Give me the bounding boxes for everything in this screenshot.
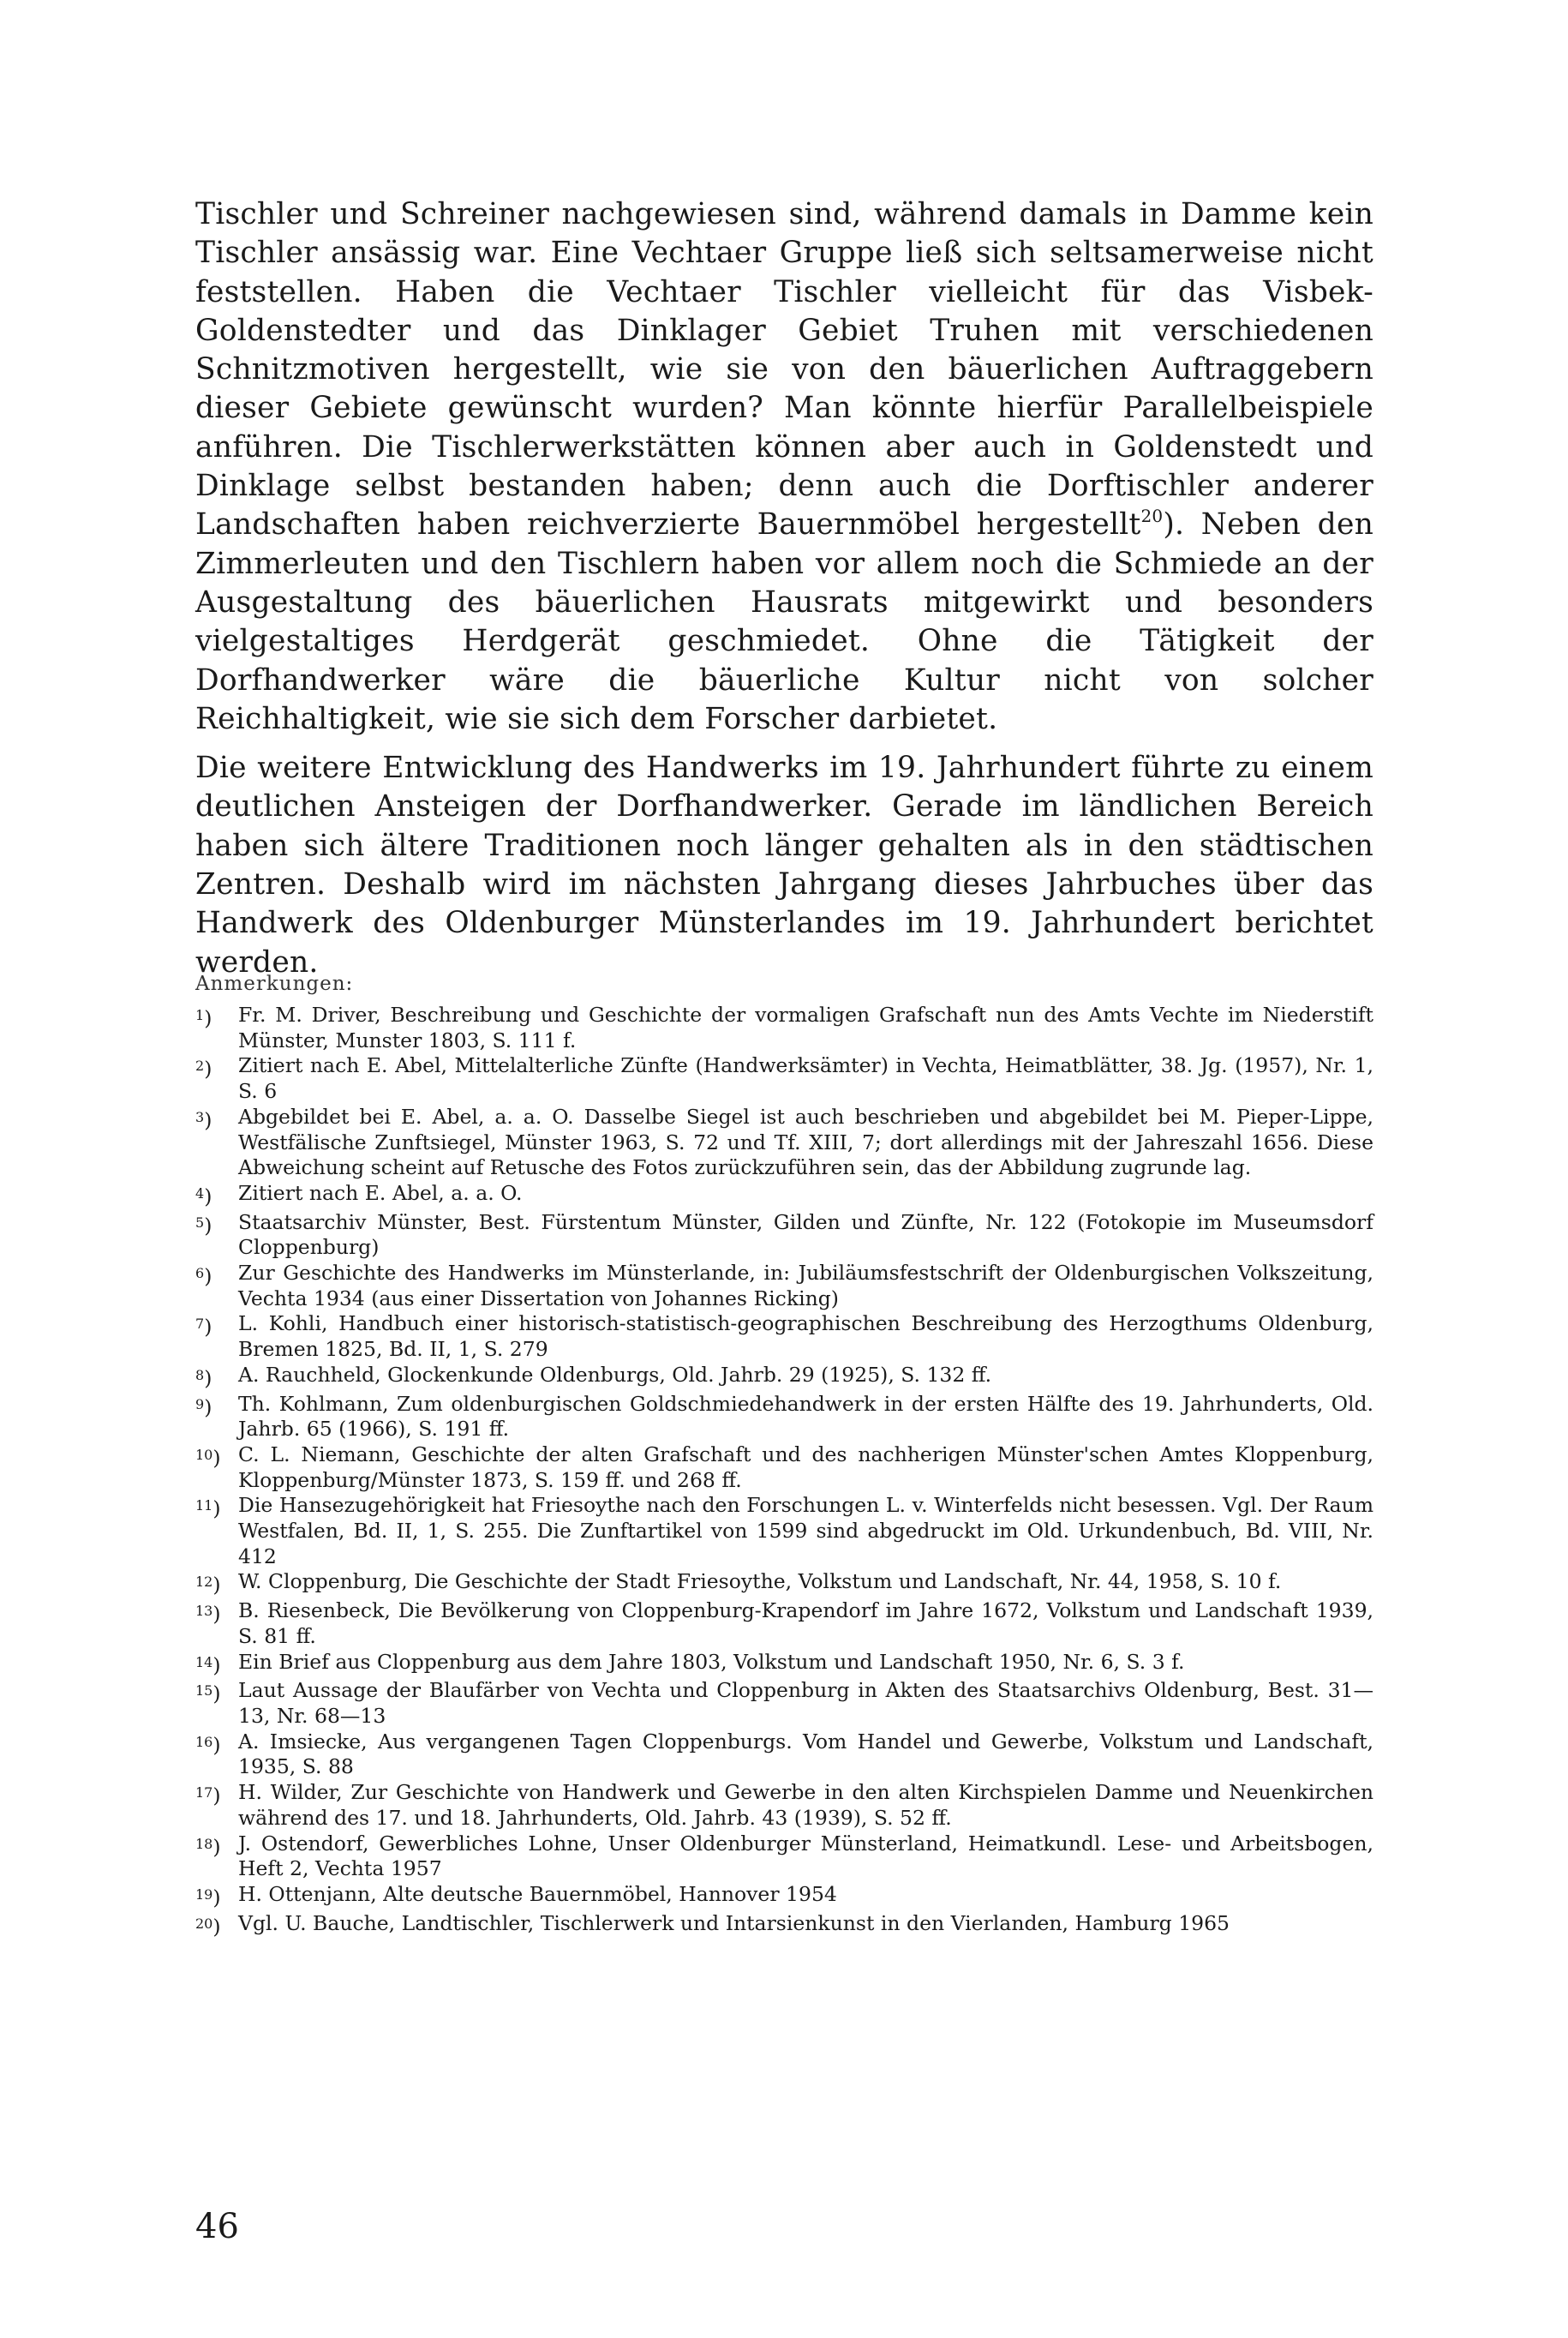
footnote-text: Zur Geschichte des Handwerks im Münsterlande, in: Jubiläumsfestschrift der Oldenburgischen Volkszeitung, Vechta 1934 (aus einer Dissertation von Johannes Ricking) bbox=[238, 1261, 1373, 1310]
footnote-number: $^{18}$) bbox=[195, 1834, 221, 1859]
footnote-item bbox=[195, 1392, 1373, 1442]
footnote-item bbox=[195, 1053, 1373, 1104]
footnote-item bbox=[195, 1650, 1373, 1679]
footnote-item bbox=[195, 1831, 1373, 1882]
footnote-number-label: 13 bbox=[195, 1603, 213, 1620]
footnote-number: $^{16}$) bbox=[195, 1732, 221, 1757]
footnote-text: Laut Aussage der Blaufärber von Vechta und Cloppenburg in Akten des Staatsarchivs Oldenburg, Best. 31—13, Nr. 68—13 bbox=[238, 1678, 1373, 1728]
footnote-number: $^{10}$) bbox=[195, 1445, 221, 1470]
footnote-item bbox=[195, 1311, 1373, 1362]
footnote-number-label: 5 bbox=[195, 1214, 205, 1231]
footnote-number: $^{13}$) bbox=[195, 1602, 221, 1627]
footnote-number-label: 20 bbox=[195, 1915, 213, 1932]
footnote-number-label: 2 bbox=[195, 1058, 205, 1075]
footnote-text: Die Hansezugehörigkeit hat Friesoythe nach den Forschungen L. v. Winterfelds nicht besessen. Vgl. Der Raum Westfalen, Bd. II, 1, S. 255. Die Zunftartikel von 1599 sind abgedruckt im Old. Urkundenbuch, Bd. VIII, Nr. 412 bbox=[238, 1493, 1373, 1568]
footnote-text: Zitiert nach E. Abel, Mittelalterliche Zünfte (Handwerksämter) in Vechta, Heimatblätter, 38. Jg. (1957), Nr. 1, S. 6 bbox=[238, 1053, 1373, 1104]
footnote-item bbox=[195, 1911, 1373, 1940]
footnote-number-label: 19 bbox=[195, 1885, 213, 1903]
footnote-number: $^7$) bbox=[195, 1315, 212, 1340]
footnote-number-label: 16 bbox=[195, 1733, 213, 1750]
footnote-text: W. Cloppenburg, Die Geschichte der Stadt Friesoythe, Volkstum und Landschaft, Nr. 44, 1958, S. 10 f. bbox=[238, 1569, 1282, 1594]
footnote-item bbox=[195, 1363, 1373, 1392]
footnote-number-label: 10 bbox=[195, 1446, 213, 1463]
footnote-number: $^{12}$) bbox=[195, 1573, 221, 1598]
footnote-text: A. Imsiecke, Aus vergangenen Tagen Cloppenburgs. Vom Handel und Gewerbe, Volkstum und Landschaft, 1935, S. 88 bbox=[238, 1729, 1373, 1779]
footnote-item bbox=[195, 1261, 1373, 1311]
footnote-text: H. Wilder, Zur Geschichte von Handwerk und Gewerbe in den alten Kirchspielen Damme und Neuenkirchen während des 17. und 18. Jahrhunderts, Old. Jahrb. 43 (1939), S. 52 ff. bbox=[238, 1780, 1373, 1830]
footnote-text: Staatsarchiv Münster, Best. Fürstentum Münster, Gilden und Zünfte, Nr. 122 (Fotokopie im Museumsdorf Cloppenburg) bbox=[238, 1209, 1373, 1260]
footnote-number: $^4$) bbox=[195, 1184, 212, 1208]
footnote-number: $^8$) bbox=[195, 1365, 212, 1390]
footnotes-list bbox=[195, 1003, 1373, 1939]
footnote-number-label: 17 bbox=[195, 1784, 213, 1801]
footnote-item bbox=[195, 1442, 1373, 1493]
footnote-item bbox=[195, 1598, 1373, 1649]
footnote-text: H. Ottenjann, Alte deutsche Bauernmöbel, Hannover 1954 bbox=[238, 1881, 837, 1906]
footnote-number-label: 18 bbox=[195, 1835, 213, 1852]
footnote-number: $^{15}$) bbox=[195, 1682, 221, 1706]
paragraph-2 bbox=[195, 749, 1373, 982]
footnote-item bbox=[195, 1003, 1373, 1053]
footnote-number: $^2$) bbox=[195, 1057, 212, 1082]
footnote-number: $^6$) bbox=[195, 1264, 212, 1289]
notes-heading: Anmerkungen: bbox=[195, 973, 354, 995]
footnote-number-label: 1 bbox=[195, 1007, 205, 1023]
footnote-number-label: 9 bbox=[195, 1395, 205, 1412]
footnote-number: $^{20}$) bbox=[195, 1914, 221, 1939]
footnote-text: J. Ostendorf, Gewerbliches Lohne, Unser Oldenburger Münsterland, Heimatkundl. Lese- und Arbeitsbogen, Heft 2, Vechta 1957 bbox=[238, 1831, 1373, 1881]
paragraph-2-text: Die weitere Entwicklung des Handwerks im 19. Jahrhundert führte zu einem deutlichen Ansteigen der Dorfhandwerker. Gerade im ländlichen Bereich haben sich ältere Traditionen noch länger gehalten als in den städtischen Zentren. Deshalb wird im nächsten Jahrgang dieses Jahrbuches über das Handwerk des Oldenburger Münsterlandes im 19. Jahrhundert berichtet werden. bbox=[195, 751, 1373, 980]
footnote-item bbox=[195, 1105, 1373, 1181]
footnote-text: L. Kohli, Handbuch einer historisch-statistisch-geographischen Beschreibung des Herzogthums Oldenburg, Bremen 1825, Bd. II, 1, S. 279 bbox=[238, 1311, 1373, 1362]
footnote-item bbox=[195, 1678, 1373, 1729]
footnote-text: Th. Kohlmann, Zum oldenburgischen Goldschmiedehandwerk in der ersten Hälfte des 19. Jahrhunderts, Old. Jahrb. 65 (1966), S. 191 ff. bbox=[238, 1391, 1373, 1442]
footnote-number: $^{11}$) bbox=[195, 1496, 221, 1521]
footnote-number: $^9$) bbox=[195, 1394, 212, 1419]
footnote-number: $^1$) bbox=[195, 1006, 212, 1030]
footnote-text: Vgl. U. Bauche, Landtischler, Tischlerwerk und Intarsienkunst in den Vierlanden, Hamburg 1965 bbox=[238, 1910, 1230, 1935]
footnote-number-label: 7 bbox=[195, 1316, 205, 1333]
footnote-text: A. Rauchheld, Glockenkunde Oldenburgs, Old. Jahrb. 29 (1925), S. 132 ff. bbox=[238, 1362, 992, 1387]
footnote-number-label: 8 bbox=[195, 1366, 205, 1383]
paragraph-1-text: Tischler und Schreiner nachgewiesen sind, während damals in Damme kein Tischler ansässig war. Eine Vechtaer Gruppe ließ sich seltsamerweise nicht feststellen. Haben die Vechtaer Tischler vielleicht für das Visbek-Goldenstedter und das Dinklager Gebiet Truhen mit verschiedenen Schnitzmotiven hergestellt, wie sie von den bäuerlichen Auftraggebern dieser Gebiete gewünscht wurden? Man könnte hierfür Parallelbeispiele anführen. Die Tischlerwerkstätten können aber auch in Goldenstedt und Dinklage selbst bestanden haben; denn auch die Dorftischler anderer Landschaften haben reichverzierte Bauernmöbel hergestellt bbox=[195, 197, 1373, 543]
footnote-item bbox=[195, 1780, 1373, 1831]
footnote-number: $^5$) bbox=[195, 1213, 212, 1238]
footnote-number-label: 15 bbox=[195, 1682, 213, 1700]
footnote-number: $^3$) bbox=[195, 1107, 212, 1132]
footnote-number-label: 12 bbox=[195, 1574, 213, 1591]
footnote-text: B. Riesenbeck, Die Bevölkerung von Cloppenburg-Krapendorf im Jahre 1672, Volkstum und Landschaft 1939, S. 81 ff. bbox=[238, 1598, 1373, 1648]
footnote-text: Ein Brief aus Cloppenburg aus dem Jahre 1803, Volkstum und Landschaft 1950, Nr. 6, S. 3 f. bbox=[238, 1649, 1185, 1674]
footnote-number: $^{17}$) bbox=[195, 1783, 221, 1808]
footnote-item bbox=[195, 1882, 1373, 1911]
footnote-text: C. L. Niemann, Geschichte der alten Grafschaft und des nachherigen Münster'schen Amtes Kloppenburg, Kloppenburg/Münster 1873, S. 159 ff. und 268 ff. bbox=[238, 1442, 1373, 1492]
footnote-item bbox=[195, 1181, 1373, 1210]
footnote-number: $^{19}$) bbox=[195, 1885, 221, 1909]
footnote-number-label: 6 bbox=[195, 1265, 205, 1282]
footnote-text: Zitiert nach E. Abel, a. a. O. bbox=[238, 1180, 523, 1205]
paragraph-1-text-cont: ). Neben den Zimmerleuten und den Tischlern haben vor allem noch die Schmiede an der Ausgestaltung des bäuerlichen Hausrats mitgewirkt und besonders vielgestaltiges Herdgerät geschmiedet. Ohne die Tätigkeit der Dorfhandwerker wäre die bäuerliche Kultur nicht von solcher Reichhaltigkeit, wie sie sich dem Forscher darbietet. bbox=[195, 507, 1374, 736]
page-number: 46 bbox=[195, 2207, 239, 2246]
footnote-number-label: 14 bbox=[195, 1653, 213, 1670]
body-text bbox=[195, 195, 1373, 992]
footnote-text: Abgebildet bei E. Abel, a. a. O. Dasselbe Siegel ist auch beschrieben und abgebildet bei M. Pieper-Lippe, Westfälische Zunftsiegel, Münster 1963, S. 72 und Tf. XIII, 7; dort allerdings mit der Jahreszahl 1656. Diese Abweichung scheint auf Retusche des Fotos zurückzuführen sein, das der Abbildung zugrunde lag. bbox=[238, 1104, 1373, 1180]
footnote-item bbox=[195, 1493, 1373, 1569]
footnote-item bbox=[195, 1730, 1373, 1780]
footnote-number: $^{14}$) bbox=[195, 1652, 221, 1677]
footnote-number-label: 11 bbox=[195, 1497, 213, 1514]
footnote-number-label: 4 bbox=[195, 1184, 205, 1202]
footnote-item bbox=[195, 1569, 1373, 1598]
footnote-ref-20[interactable]: 20 bbox=[1140, 506, 1164, 527]
footnote-item bbox=[195, 1210, 1373, 1261]
footnote-number-label: 3 bbox=[195, 1108, 205, 1125]
paragraph-1 bbox=[195, 195, 1373, 739]
footnote-text: Fr. M. Driver, Beschreibung und Geschichte der vormaligen Grafschaft nun des Amts Vechte im Niederstift Münster, Munster 1803, S. 111 f. bbox=[238, 1003, 1373, 1052]
